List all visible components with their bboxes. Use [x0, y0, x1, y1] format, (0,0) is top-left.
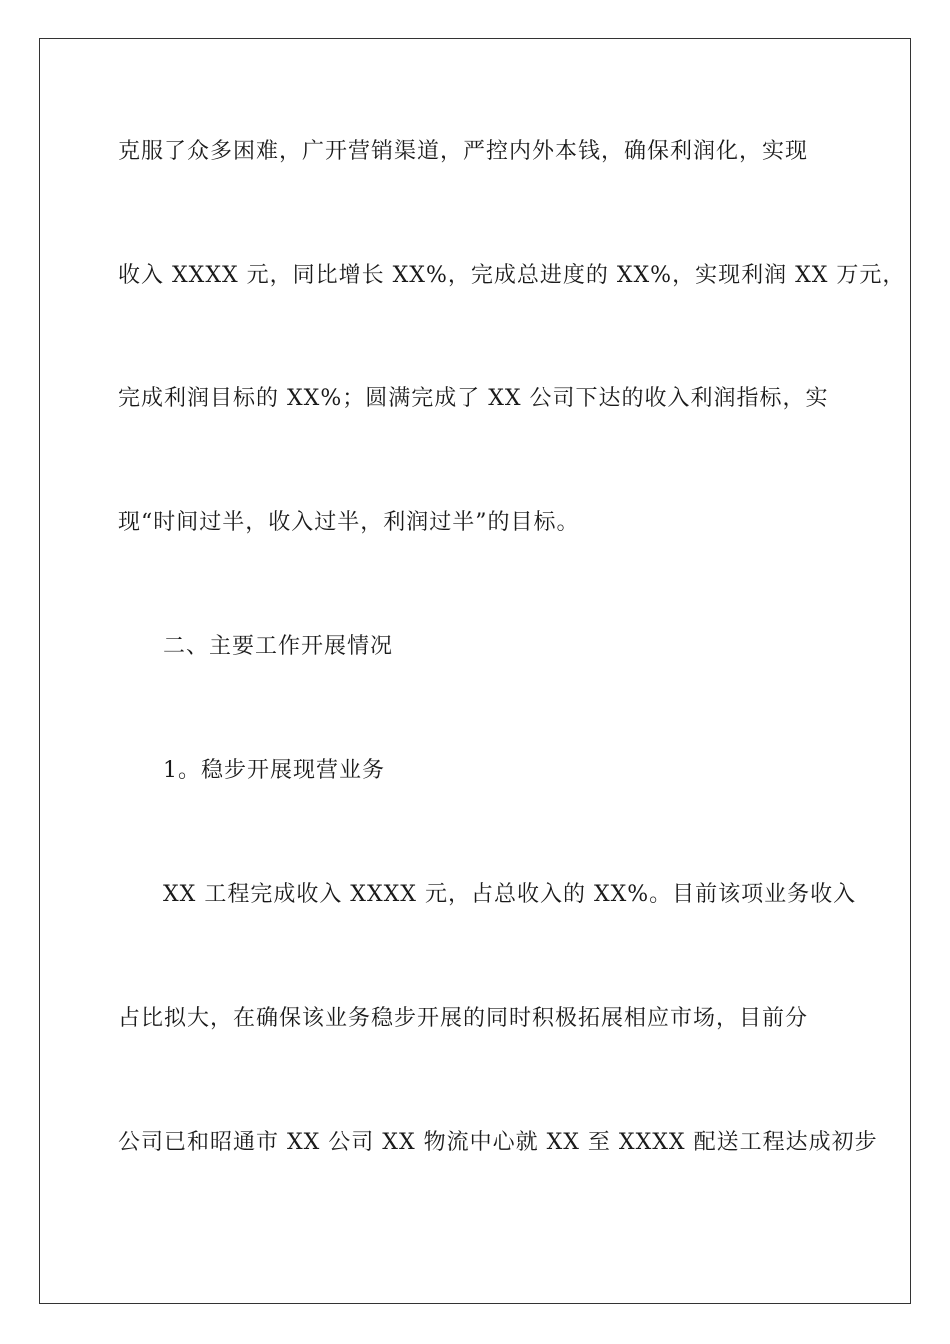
body-text-line: 完成利润目标的 XX%；圆满完成了 XX 公司下达的收入利润指标，实 — [118, 386, 829, 411]
paragraph-start-line: XX 工程完成收入 XXXX 元，占总收入的 XX%。目前该项业务收入 — [163, 882, 857, 907]
body-text-line: 现“时间过半，收入过半，利润过半”的目标。 — [118, 510, 580, 535]
section-heading: 二、主要工作开展情况 — [163, 634, 394, 659]
body-text-line: 收入 XXXX 元，同比增长 XX%，完成总进度的 XX%，实现利润 XX 万元， — [118, 263, 906, 288]
subsection-heading: 1。稳步开展现营业务 — [163, 758, 385, 783]
body-text-line: 公司已和昭通市 XX 公司 XX 物流中心就 XX 至 XXXX 配送工程达成初步 — [118, 1130, 878, 1155]
body-text-line: 占比拟大，在确保该业务稳步开展的同时积极拓展相应市场，目前分 — [118, 1006, 809, 1031]
body-text-line: 克服了众多困难，广开营销渠道，严控内外本钱，确保利润化，实现 — [118, 139, 809, 164]
page-border — [39, 38, 911, 1304]
